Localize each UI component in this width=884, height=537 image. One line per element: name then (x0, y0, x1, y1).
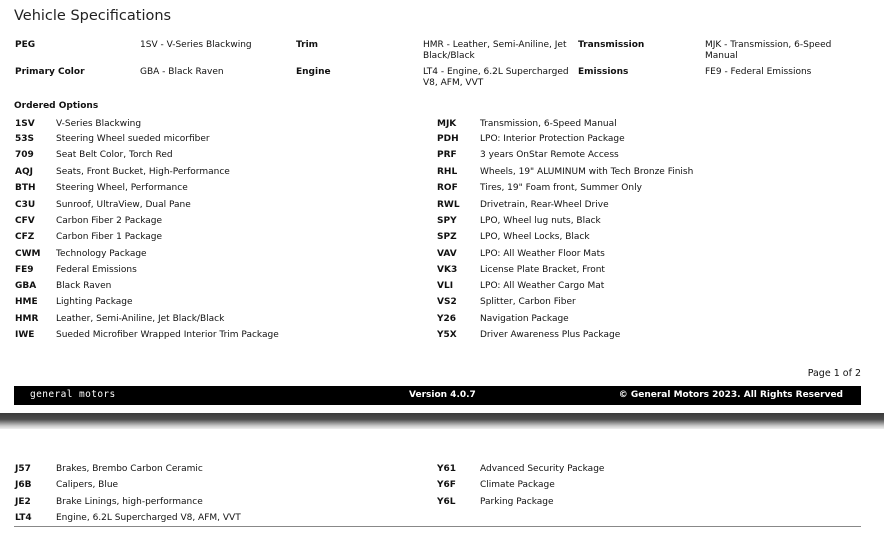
option-desc: Seats, Front Bucket, High-Performance (56, 167, 230, 177)
option-code: SPY (437, 216, 457, 226)
ordered-options-title: Ordered Options (14, 101, 99, 111)
option-desc: Calipers, Blue (56, 480, 119, 490)
option-code: GBA (15, 281, 37, 291)
option-desc: LPO, Wheel lug nuts, Black (480, 216, 601, 226)
option-code: Y26 (437, 314, 457, 324)
option-desc: Driver Awareness Plus Package (480, 330, 621, 340)
option-desc: Black Raven (56, 281, 112, 291)
option-code: J6B (15, 480, 32, 490)
option-desc: Splitter, Carbon Fiber (480, 297, 576, 307)
option-desc: Seat Belt Color, Torch Red (56, 150, 173, 160)
option-desc: Brakes, Brembo Carbon Ceramic (56, 464, 203, 474)
option-desc: Carbon Fiber 2 Package (56, 216, 163, 226)
option-desc: V-Series Blackwing (56, 119, 142, 129)
option-desc: 3 years OnStar Remote Access (480, 150, 619, 160)
option-desc: LPO, Wheel Locks, Black (480, 232, 590, 242)
option-code: HME (15, 297, 38, 307)
option-code: PRF (437, 150, 457, 160)
transmission-label: Transmission (578, 40, 645, 50)
page-break-divider (0, 413, 884, 429)
option-code: 1SV (15, 119, 35, 129)
option-desc: Carbon Fiber 1 Package (56, 232, 163, 242)
option-desc: Steering Wheel, Performance (56, 183, 188, 193)
option-code: FE9 (15, 265, 34, 275)
option-desc: Advanced Security Package (480, 464, 605, 474)
option-desc: Wheels, 19" ALUMINUM with Tech Bronze Finish (480, 167, 694, 177)
option-code: SPZ (437, 232, 457, 242)
option-desc: Tires, 19" Foam front, Summer Only (480, 183, 642, 193)
option-desc: Navigation Package (480, 314, 569, 324)
page-title: Vehicle Specifications (14, 8, 172, 24)
engine-value-line1: LT4 - Engine, 6.2L Supercharged (423, 67, 569, 77)
emissions-value: FE9 - Federal Emissions (705, 67, 812, 77)
option-desc: Lighting Package (56, 297, 133, 307)
footer-copyright: © General Motors 2023. All Rights Reserved (618, 390, 843, 400)
option-code: IWE (15, 330, 35, 340)
page-number: Page 1 of 2 (807, 368, 861, 379)
primary-color-value: GBA - Black Raven (140, 67, 224, 77)
option-code: Y5X (437, 330, 457, 340)
trim-label: Trim (296, 40, 319, 50)
option-code: LT4 (15, 513, 32, 523)
trim-value-line2: Black/Black (423, 51, 475, 61)
option-code: AQJ (15, 167, 33, 177)
option-desc: LPO: All Weather Floor Mats (480, 249, 605, 259)
option-code: C3U (15, 200, 36, 210)
peg-value: 1SV - V-Series Blackwing (140, 40, 252, 50)
option-code: PDH (437, 134, 459, 144)
option-code: Y6L (437, 497, 456, 507)
option-desc: Transmission, 6-Speed Manual (480, 119, 617, 129)
gm-logo-text: general motors (30, 389, 116, 400)
option-desc: Sueded Microfiber Wrapped Interior Trim Package (56, 330, 279, 340)
option-code: VS2 (437, 297, 457, 307)
option-desc: Engine, 6.2L Supercharged V8, AFM, VVT (56, 513, 241, 523)
option-desc: License Plate Bracket, Front (480, 265, 605, 275)
engine-value-line2: V8, AFM, VVT (423, 78, 484, 88)
option-desc: LPO: All Weather Cargo Mat (480, 281, 605, 291)
footer-bar (14, 386, 861, 405)
engine-label: Engine (296, 67, 331, 77)
option-code: HMR (15, 314, 39, 324)
option-code: CWM (15, 249, 41, 259)
option-code: 709 (15, 150, 34, 160)
trim-value-line1: HMR - Leather, Semi-Aniline, Jet (423, 40, 567, 50)
transmission-value-line2: Manual (705, 51, 738, 61)
divider (14, 526, 861, 527)
option-code: VK3 (437, 265, 458, 275)
option-code: ROF (437, 183, 458, 193)
option-code: J57 (15, 464, 31, 474)
trim-value (423, 40, 566, 62)
engine-value (423, 67, 569, 89)
option-code: CFZ (15, 232, 35, 242)
option-code: VAV (437, 249, 457, 259)
emissions-label: Emissions (578, 67, 629, 77)
option-desc: Technology Package (56, 249, 147, 259)
option-code: Y6F (437, 480, 456, 490)
option-code: VLI (437, 281, 454, 291)
footer-version: Version 4.0.7 (409, 390, 476, 400)
option-desc: Parking Package (480, 497, 554, 507)
option-code: CFV (15, 216, 35, 226)
option-desc: Steering Wheel sueded micorfiber (56, 134, 210, 144)
option-desc: Sunroof, UltraView, Dual Pane (56, 200, 191, 210)
option-desc: Federal Emissions (56, 265, 137, 275)
option-desc: Brake Linings, high-performance (56, 497, 203, 507)
option-desc: Drivetrain, Rear-Wheel Drive (480, 200, 609, 210)
option-code: 53S (15, 134, 35, 144)
option-code: RHL (437, 167, 458, 177)
option-code: MJK (437, 119, 457, 129)
transmission-value (705, 40, 831, 62)
peg-label: PEG (15, 40, 36, 50)
primary-color-label: Primary Color (15, 67, 85, 77)
option-desc: LPO: Interior Protection Package (480, 134, 625, 144)
option-desc: Climate Package (480, 480, 555, 490)
option-desc: Leather, Semi-Aniline, Jet Black/Black (56, 314, 225, 324)
option-code: RWL (437, 200, 460, 210)
option-code: Y61 (437, 464, 457, 474)
option-code: JE2 (15, 497, 31, 507)
option-code: BTH (15, 183, 36, 193)
transmission-value-line1: MJK - Transmission, 6-Speed (705, 40, 832, 50)
